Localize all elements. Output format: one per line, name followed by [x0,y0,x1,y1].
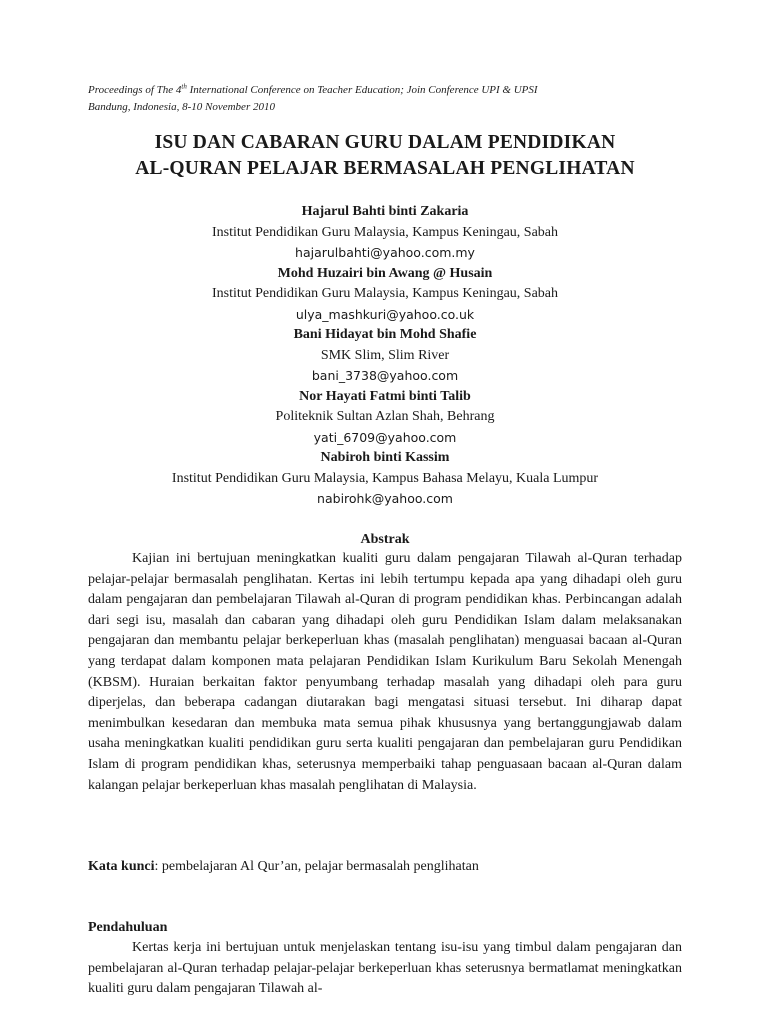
section-heading-introduction: Pendahuluan [88,920,168,935]
title-line-1: ISU DAN CABARAN GURU DALAM PENDIDIKAN [154,132,616,153]
keywords-label: Kata kunci [88,859,155,874]
keywords-text: : pembelajaran Al Qur’an, pelajar bermasalah penglihatan [154,859,479,874]
author-email: hajarulbahti@yahoo.com.my [295,245,475,260]
author-email: yati_6709@yahoo.com [313,429,457,445]
author-block [48,202,722,510]
author-affiliation: Politeknik Sultan Azlan Shah, Behrang [275,409,495,424]
author-email: bani_3738@yahoo.com [311,368,459,383]
author-name: Nor Hayati Fatmi binti Talib [299,388,471,404]
author-name: Mohd Huzairi bin Awang @ Husain [277,265,493,281]
introduction-body: Kertas kerja ini bertujuan untuk menjelaskan tentang isu-isu yang timbul dalam pengajaran dan pembelajaran al-Quran terhadap pelajar-pelajar berkeperluan khas seterusnya bermatlamat meningkatkan kualiti guru dalam pengajaran Tilawah al- [88,940,682,997]
author-affiliation: SMK Slim, Slim River [320,347,450,363]
author-affiliation: Institut Pendidikan Guru Malaysia, Kampus Keningau, Sabah [211,224,559,240]
author-email: nabirohk@yahoo.com [317,491,453,506]
title-line-2: AL-QURAN PELAJAR BERMASALAH PENGLIHATAN [135,158,635,179]
author-affiliation: Institut Pendidikan Guru Malaysia, Kampus Keningau, Sabah [211,286,559,301]
author-name: Nabiroh binti Kassim [320,450,450,465]
abstract-heading: Abstrak [360,532,410,547]
author-email: ulya_mashkuri@yahoo.co.uk [295,306,475,322]
keywords-line [88,857,682,877]
author-name: Bani Hidayat bin Mohd Shafie [293,327,477,342]
proceedings-location: Bandung, Indonesia, 8-10 November 2010 [88,101,275,113]
author-name: Hajarul Bahti binti Zakaria [301,204,469,219]
abstract-body: Kajian ini bertujuan meningkatkan kualiti guru dalam pengajaran Tilawah al-Quran terhadap pelajar-pelajar bermasalah penglihatan. Kertas ini lebih tertumpu kepada apa yang dihadapi oleh guru dalam pengajaran dan pembelajaran Tilawah al-Quran di program pendidikan khas. Perbincangan adalah dari segi isu, masalah dan cabaran yang dihadapi oleh guru Pendidikan Islam dalam melaksanakan pengajaran dan membantu pelajar berkeperluan khas (masalah penglihatan) menguasai bacaan al-Quran yang terdapat dalam komponen mata pelajaran Pendidikan Islam Kurikulum Baru Sekolah Menengah (KBSM). Huraian berkaitan faktor penyumbang terhadap masalah yang dihadapi oleh para guru diperjelas, dan beberapa cadangan diutarakan bagi mengatasi situasi tersebut. Ini diharap dapat menimbulkan kesedaran dan membuka mata semua pihak khususnya yang bertanggungjawab dalam usaha meningkatkan kualiti pendidikan guru serta kualiti pengajaran dan pembelajaran guru Pendidikan Islam di program pendidikan khas, seterusnya memperbaiki tahap penguasaan bacaan al-Quran dalam kalangan pelajar berkeperluan khas masalah penglihatan di Malaysia. [88,551,682,793]
paper-title [88,130,682,182]
author-affiliation: Institut Pendidikan Guru Malaysia, Kampus Bahasa Melayu, Kuala Lumpur [171,470,599,486]
proceedings-line: Proceedings of The 4th International Conference on Teacher Education; Join Conference UPI & UPSI [88,82,538,96]
proceedings-header [88,82,682,116]
